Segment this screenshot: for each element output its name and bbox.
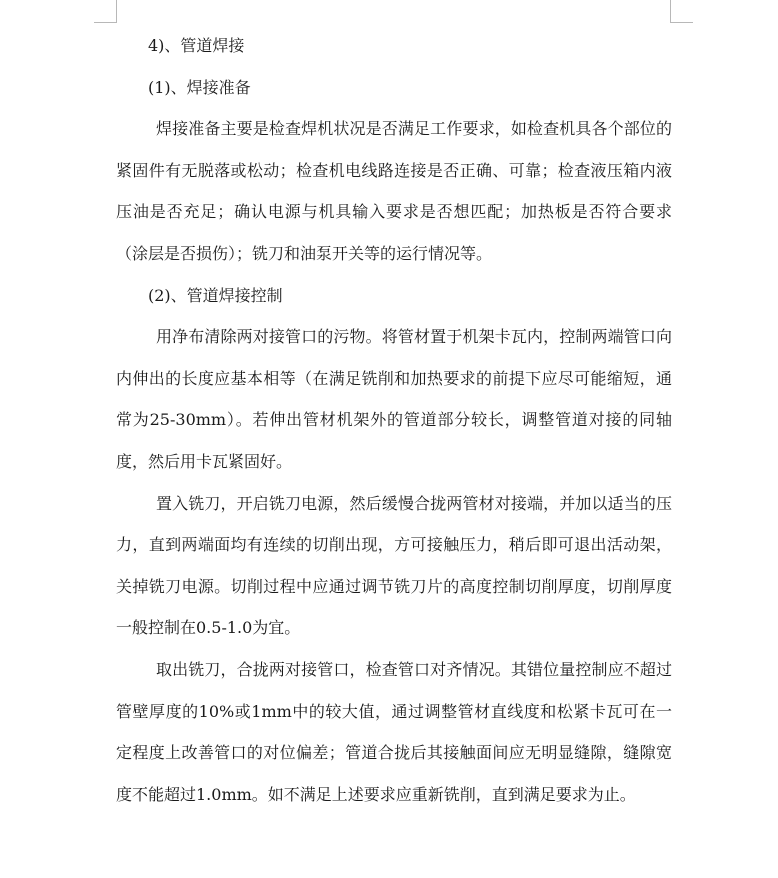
subsection-heading-welding-prep: (1)、焊接准备 (148, 77, 251, 97)
document-body[interactable] (116, 25, 672, 815)
page-corner-mark-top-left (94, 0, 117, 23)
section-heading: 4)、管道焊接 (148, 36, 245, 55)
paragraph-welding-prep: 焊接准备主要是检查焊机状况是否满足工作要求，如检查机具各个部位的紧固件有无脱落或松动；检查机电线路连接是否正确、可靠；检查液压箱内液压油是否充足；确认电源与机具输入要求是否想匹配；加热板是否符合要求（涂层是否损伤）；铣刀和油泵开关等的运行情况等。 (116, 119, 672, 263)
page-corner-mark-top-right (670, 0, 693, 23)
paragraph-milling: 置入铣刀，开启铣刀电源，然后缓慢合拢两管材对接端，并加以适当的压力，直到两端面均有连续的切削出现，方可接触压力，稍后即可退出活动架，关掉铣刀电源。切削过程中应通过调节铣刀片的高度控制切削厚度，切削厚度一般控制在0.5-1.0为宜。 (116, 493, 672, 638)
paragraph-alignment: 取出铣刀，合拢两对接管口，检查管口对齐情况。其错位量控制应不超过管壁厚度的10%或1mm中的较大值，通过调整管材直线度和松紧卡瓦可在一定程度上改善管口的对位偏差；管道合拢后其接触面间应无明显缝隙，缝隙宽度不能超过1.0mm。如不满足上述要求应重新铣削，直到满足要求为止。 (116, 659, 672, 804)
paragraph-pipe-cleaning: 用净布清除两对接管口的污物。将管材置于机架卡瓦内，控制两端管口向内伸出的长度应基本相等（在满足铣削和加热要求的前提下应尽可能缩短，通常为25-30mm）。若伸出管材机架外的管道部分较长，调整管道对接的同轴度，然后用卡瓦紧固好。 (116, 327, 672, 471)
subsection-heading-welding-control: (2)、管道焊接控制 (148, 285, 283, 305)
